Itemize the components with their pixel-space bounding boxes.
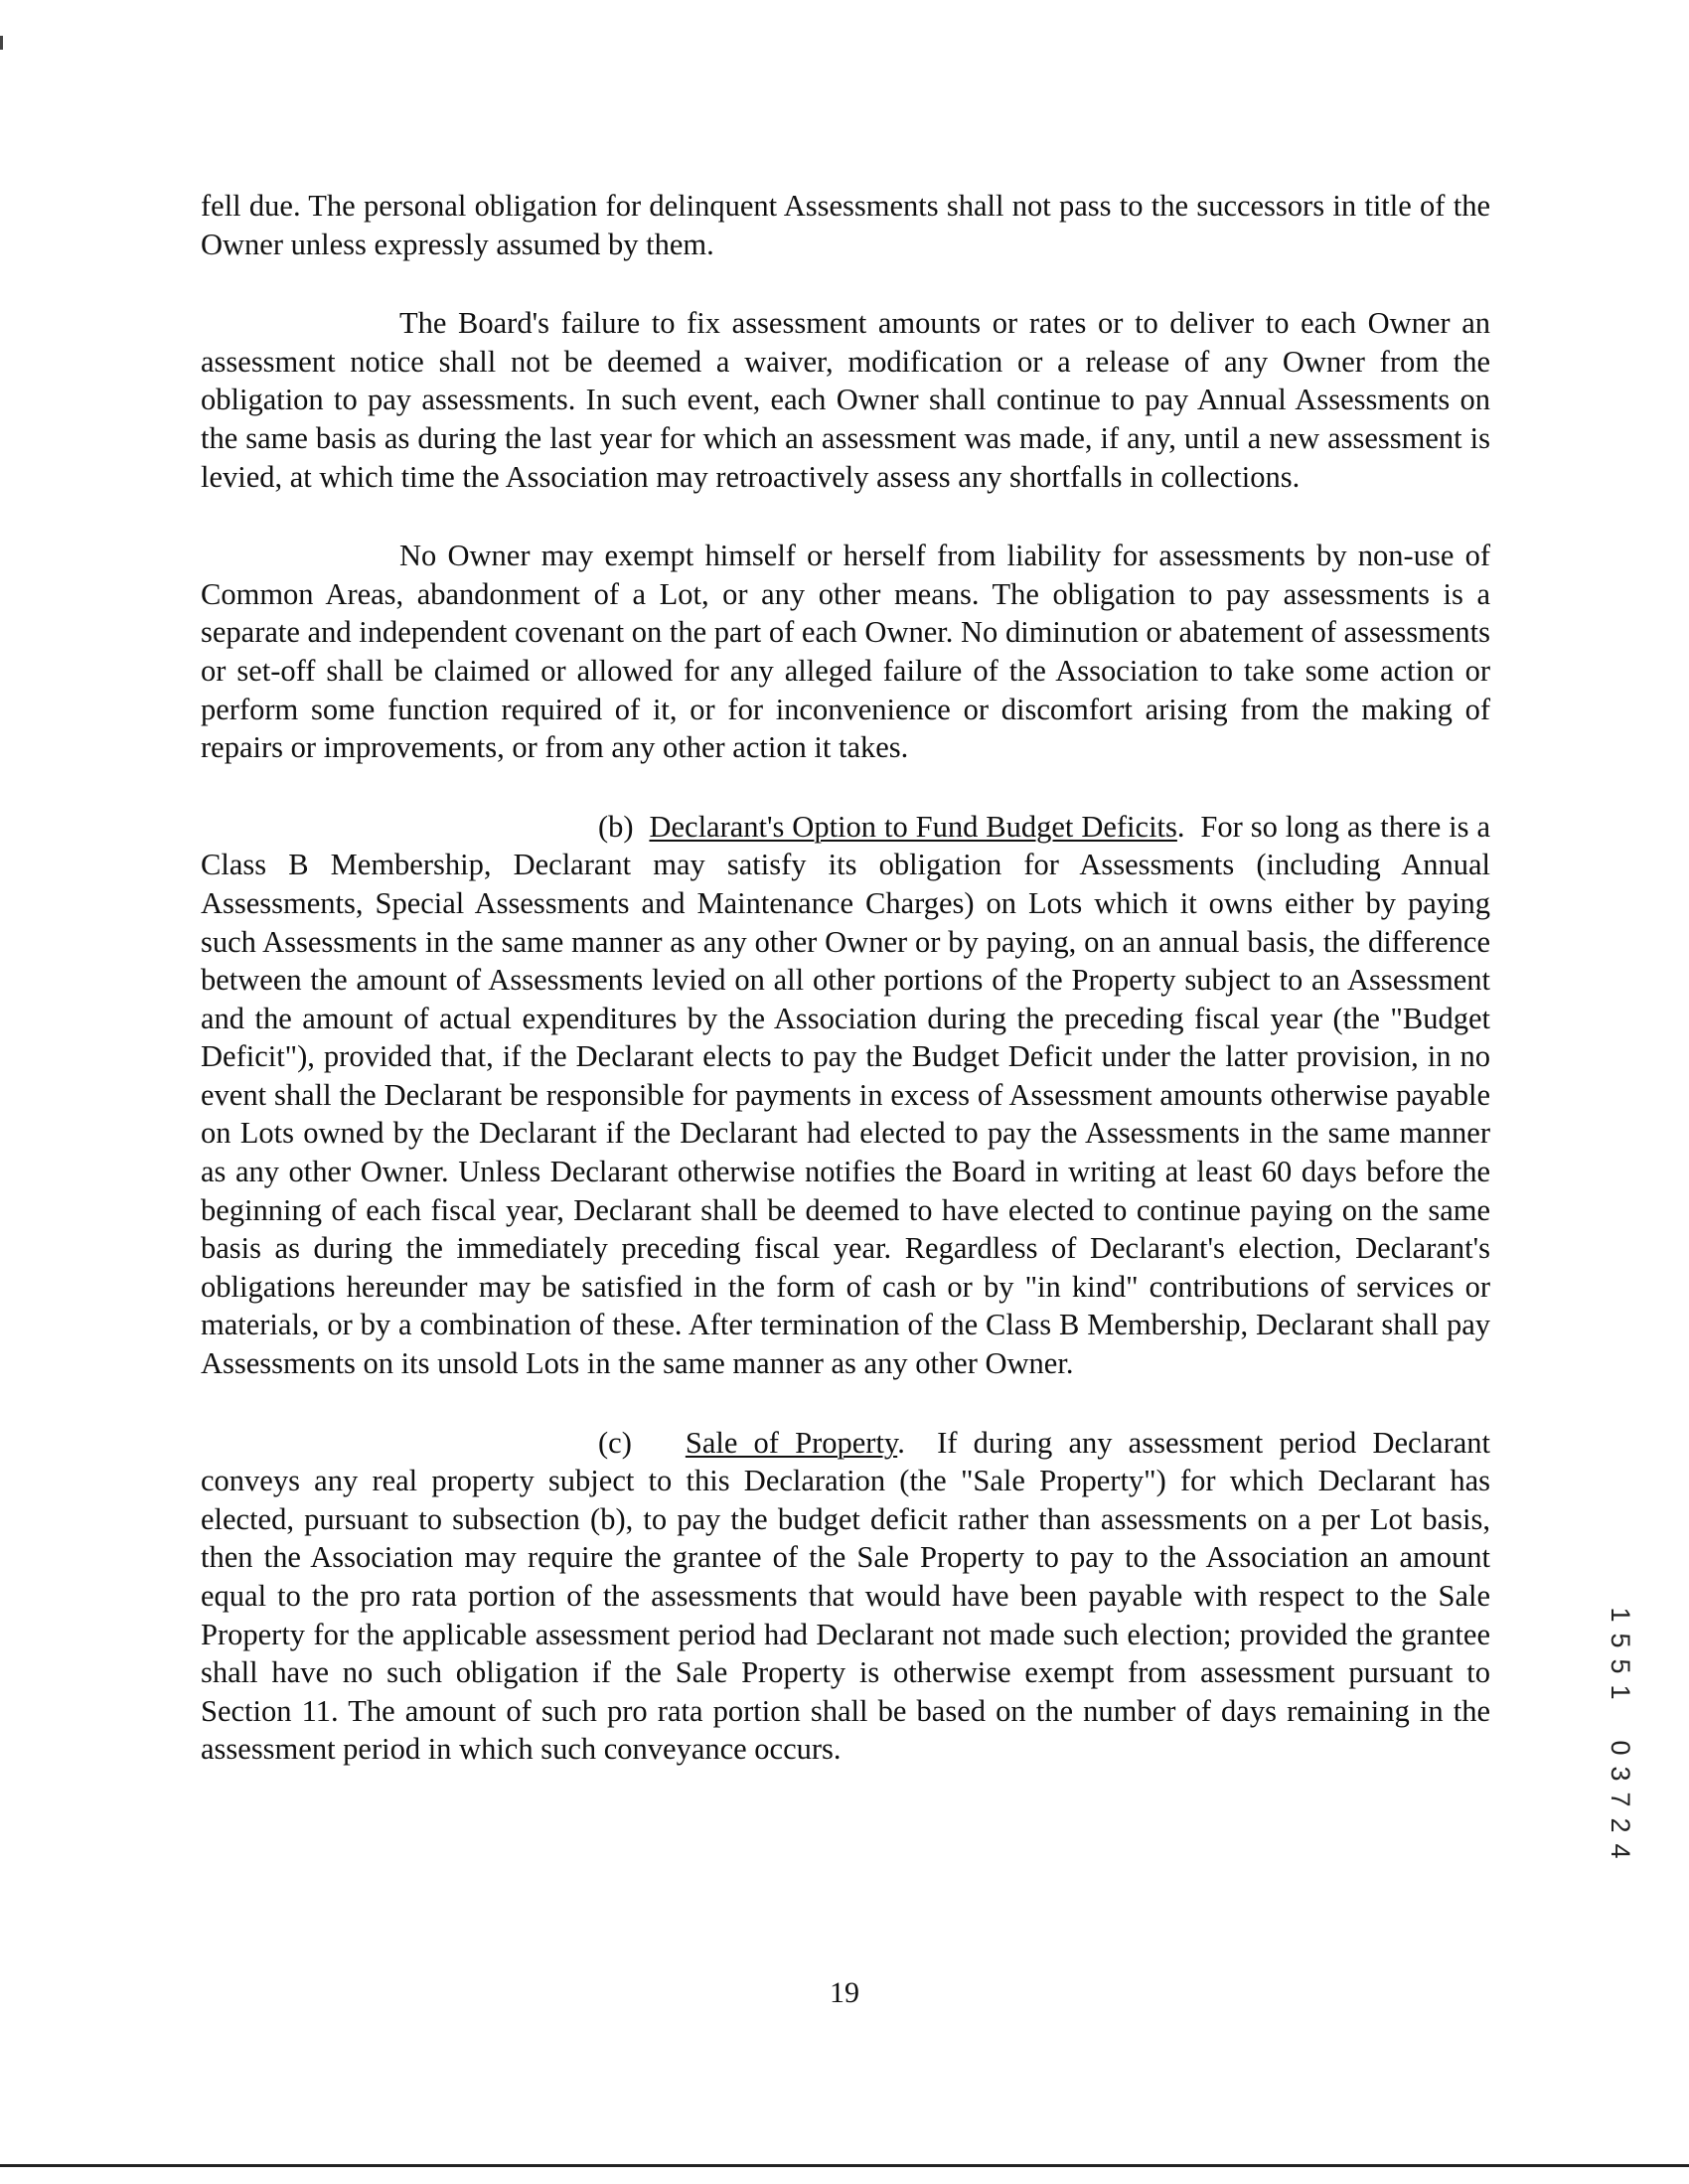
paragraph-text: If during any assessment period Declarant conveys any real property subject to this Declaration (the "Sale Property") for which Declarant has elected, pursuant to subsection (b), to pay the budget deficit rather than assessments on a per Lot basis, then the Association may require the grantee of the Sale Property to pay to the Association an amount equal to the pro rata portion of the assessments that would have been payable with respect to the Sale Property for the applicable assessment period had Declarant not made such election; provided the grantee shall have no such obligation if the Sale Property is otherwise exempt from assessment pursuant to Section 11. The amount of such pro rata portion shall be based on the number of days remaining in the assessment period in which such conveyance occurs. <box>201 1425 1491 1767</box>
subsection-heading: Declarant's Option to Fund Budget Deficits <box>649 809 1177 844</box>
recording-stamp <box>1605 1602 1636 1864</box>
recording-book <box>1605 1602 1636 1705</box>
paragraph-continuation <box>201 187 1490 263</box>
document-body <box>201 187 1490 1809</box>
recording-page <box>1605 1735 1636 1864</box>
stamp-digit: 3 <box>1606 1766 1635 1782</box>
stamp-digit: 7 <box>1606 1792 1635 1807</box>
subsection-b: (b) Declarant's Option to Fund Budget Deficits. For so long as there is a Class B Membership, Declarant may satisfy its obligation for Assessments (including Annual Assessments, Special Assessments and Maintenance Charges) on Lots which it owns either by paying such Assessments in the same manner as any other Owner or by paying, on an annual basis, the difference between the amount of Assessments levied on all other portions of the Property subject to an Assessment and the amount of actual expenditures by the Association during the preceding fiscal year (the "Budget Deficit"), provided that, if the Declarant elects to pay the Budget Deficit under the latter provision, in no event shall the Declarant be responsible for payments in excess of Assessment amounts otherwise payable on Lots owned by the Declarant if the Declarant had elected to pay the Assessments in the same manner as any other Owner. Unless Declarant otherwise notifies the Board in writing at least 60 days before the beginning of each fiscal year, Declarant shall be deemed to have elected to continue paying on the same basis as during the immediately preceding fiscal year. Regardless of Declarant's election, Declarant's obligations hereunder may be satisfied in the form of cash or by "in kind" contributions of services or materials, or by a combination of these. After termination of the Class B Membership, Declarant shall pay Assessments on its unsold Lots in the same manner as any other Owner. <box>201 809 1491 1381</box>
subsection-label: (b) <box>598 809 634 844</box>
paragraph-text: No Owner may exempt himself or herself from liability for assessments by non-use of Common Areas, abandonment of a Lot, or any other means. The obligation to pay assessments is a separate and independent covenant on the part of each Owner. No diminution or abatement of assessments or set-off shall be claimed or allowed for any alleged failure of the Association to take some action or perform some function required of it, or for inconvenience or discomfort arising from the making of repairs or improvements, or from any other action it takes. <box>201 539 1490 765</box>
subsection-label: (c) <box>598 1425 632 1460</box>
stamp-digit: 5 <box>1606 1633 1635 1648</box>
stamp-digit: 1 <box>1606 1607 1635 1623</box>
scan-edge-mark <box>0 36 3 50</box>
paragraph-no-exemption <box>201 537 1490 767</box>
paragraph-board-failure <box>201 304 1490 496</box>
stamp-digit: 1 <box>1606 1684 1635 1700</box>
scan-bottom-edge <box>0 2164 1689 2167</box>
stamp-digit: 4 <box>1606 1843 1635 1859</box>
subsection-heading: Sale of Property <box>685 1425 898 1460</box>
paragraph-text: fell due. The personal obligation for delinquent Assessments shall not pass to the successors in title of the Owner unless expressly assumed by them. <box>201 189 1490 261</box>
subsection-c: (c) Sale of Property. If during any assessment period Declarant conveys any real property subject to this Declaration (the "Sale Property") for which Declarant has elected, pursuant to subsection (b), to pay the budget deficit rather than assessments on a per Lot basis, then the Association may require the grantee of the Sale Property to pay to the Association an amount equal to the pro rata portion of the assessments that would have been payable with respect to the Sale Property for the applicable assessment period had Declarant not made such election; provided the grantee shall have no such obligation if the Sale Property is otherwise exempt from assessment pursuant to Section 11. The amount of such pro rata portion shall be based on the number of days remaining in the assessment period in which such conveyance occurs. <box>201 1425 1491 1767</box>
paragraph-text: The Board's failure to fix assessment amounts or rates or to deliver to each Owner an assessment notice shall not be deemed a waiver, modification or a release of any Owner from the obligation to pay assessments. In such event, each Owner shall continue to pay Annual Assessments on the same basis as during the last year for which an assessment was made, if any, until a new assessment is levied, at which time the Association may retroactively assess any shortfalls in collections. <box>201 306 1490 494</box>
stamp-digit: 0 <box>1606 1740 1635 1756</box>
paragraph-text: For so long as there is a Class B Membership, Declarant may satisfy its obligation for Assessments (including Annual Assessments, Special Assessments and Maintenance Charges) on Lots which it owns either by paying such Assessments in the same manner as any other Owner or by paying, on an annual basis, the difference between the amount of Assessments levied on all other portions of the Property subject to an Assessment and the amount of actual expenditures by the Association during the preceding fiscal year (the "Budget Deficit"), provided that, if the Declarant elects to pay the Budget Deficit under the latter provision, in no event shall the Declarant be responsible for payments in excess of Assessment amounts otherwise payable on Lots owned by the Declarant if the Declarant had elected to pay the Assessments in the same manner as any other Owner. Unless Declarant otherwise notifies the Board in writing at least 60 days before the beginning of each fiscal year, Declarant shall be deemed to have elected to continue paying on the same basis as during the immediately preceding fiscal year. Regardless of Declarant's election, Declarant's obligations hereunder may be satisfied in the form of cash or by "in kind" contributions of services or materials, or by a combination of these. After termination of the Class B Membership, Declarant shall pay Assessments on its unsold Lots in the same manner as any other Owner. <box>201 809 1491 1381</box>
page-number: 19 <box>830 1976 859 2009</box>
stamp-digit: 2 <box>1606 1817 1635 1833</box>
stamp-digit: 5 <box>1606 1658 1635 1674</box>
